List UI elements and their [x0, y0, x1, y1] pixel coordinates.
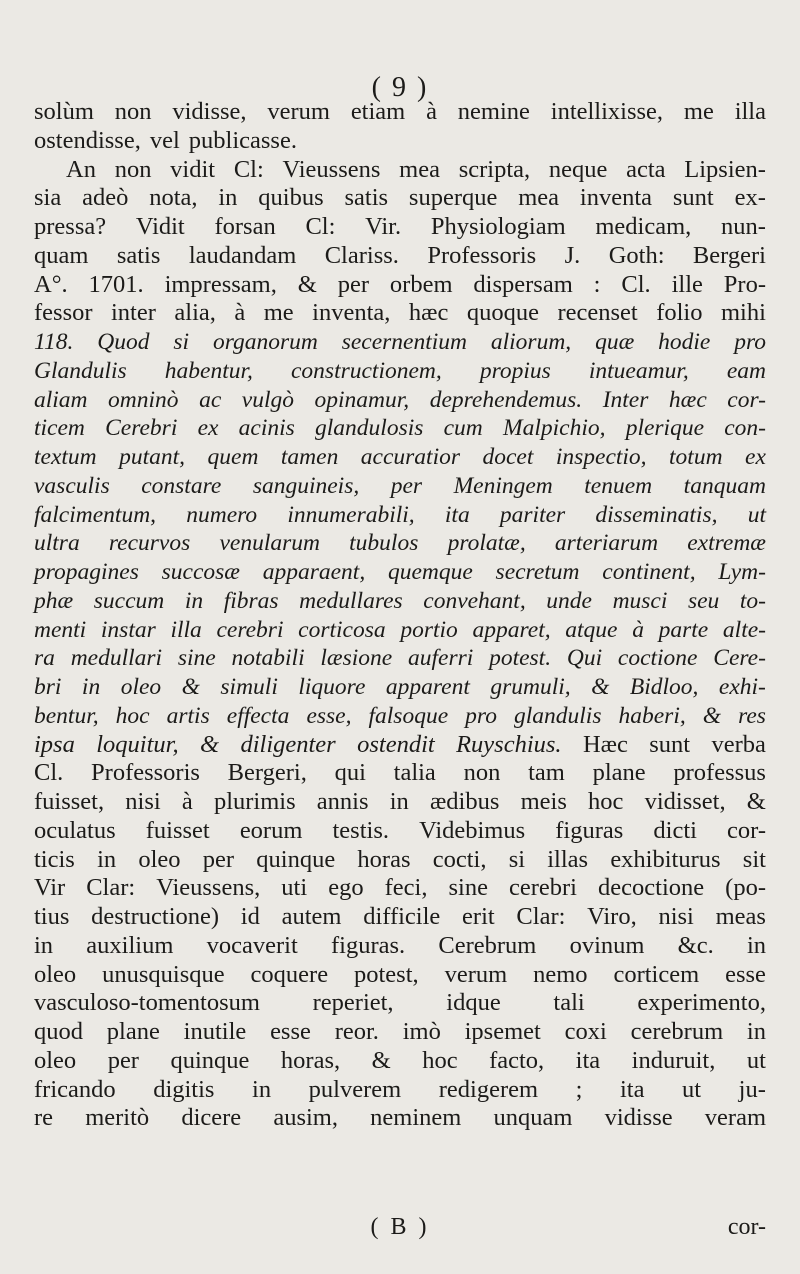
- text-line: ostendisse, vel publicasse.: [34, 126, 297, 154]
- text-line: fricando digitis in pulverem redigerem ; ita ut ju-: [34, 1075, 766, 1103]
- text-line: Glandulis habentur, constructionem, propius intueamur, eam: [34, 357, 766, 384]
- text-line: sia adeò nota, in quibus satis superque mea inventa sunt ex-: [34, 184, 766, 212]
- text-line: A°. 1701. impressam, & per orbem dispersam : Cl. ille Pro-: [34, 270, 766, 298]
- text-line: aliam omninò ac vulgò opinamur, deprehendemus. Inter hæc cor-: [34, 386, 766, 413]
- text-line: oleo unusquisque coquere potest, verum nemo corticem esse: [34, 960, 766, 988]
- text-line: pressa? Vidit forsan Cl: Vir. Physiologiam medicam, nun-: [34, 213, 766, 240]
- text-line: textum putant, quem tamen accuratior docet inspectio, totum ex: [34, 444, 766, 470]
- text-line: ultra recurvos venularum tubulos prolatæ, arteriarum extremæ: [34, 530, 766, 557]
- text-line: ipsa loquitur, & diligenter ostendit Ruyschius. Hæc sunt verba: [34, 730, 766, 758]
- text-line: fessor inter alia, à me inventa, hæc quoque recenset folio mihi: [34, 299, 766, 327]
- text-line: An non vidit Cl: Vieussens mea scripta, neque acta Lipsien-: [66, 155, 766, 183]
- text-line: 118. Quod si organorum secernentium aliorum, quæ hodie pro: [34, 329, 766, 355]
- text-line: Vir Clar: Vieussens, uti ego feci, sine cerebri decoctione (po-: [34, 874, 766, 902]
- body-text: [34, 98, 766, 1133]
- text-line: ticis in oleo per quinque horas cocti, si illas exhibiturus sit: [34, 845, 766, 873]
- text-line: ticem Cerebri ex acinis glandulosis cum Malpichio, plerique con-: [34, 415, 766, 442]
- text-line: ra medullari sine notabili læsione auferri potest. Qui coctione Cere-: [34, 645, 766, 672]
- text-line: vasculis constare sanguineis, per Meningem tenuem tanquam: [34, 472, 766, 499]
- text-line: propagines succosæ apparaent, quemque secretum continent, Lym-: [34, 559, 766, 585]
- text-line: oculatus fuisset eorum testis. Videbimus figuras dicti cor-: [34, 816, 766, 844]
- text-line: in auxilium vocaverit figuras. Cerebrum ovinum &c. in: [34, 931, 766, 959]
- text-line: tius destructione) id autem difficile erit Clar: Viro, nisi meas: [34, 903, 766, 930]
- text-line: vasculoso-tomentosum reperiet, idque tali experimento,: [34, 989, 766, 1017]
- page-number: ( 9 ): [371, 72, 429, 103]
- text-line: falcimentum, numero innumerabili, ita pariter disseminatis, ut: [34, 501, 766, 528]
- text-line: oleo per quinque horas, & hoc facto, ita induruit, ut: [34, 1046, 766, 1074]
- catchword: cor-: [727, 1214, 766, 1240]
- text-line: menti instar illa cerebri corticosa portio apparet, atque à parte alte-: [34, 616, 766, 643]
- text-line: bentur, hoc artis effecta esse, falsoque pro glandulis haberi, & res: [34, 702, 766, 729]
- text-line: re meritò dicere ausim, neminem unquam vidisse veram: [34, 1104, 766, 1132]
- text-line: quod plane inutile esse reor. imò ipsemet coxi cerebrum in: [34, 1018, 766, 1045]
- text-line: Cl. Professoris Bergeri, qui talia non tam plane professus: [34, 759, 766, 787]
- signature-mark: ( B ): [370, 1214, 430, 1240]
- text-line: quam satis laudandam Clariss. Professoris J. Goth: Bergeri: [34, 241, 766, 269]
- text-line: phæ succum in fibras medullares convehant, unde musci seu to-: [34, 587, 766, 614]
- text-line: bri in oleo & simuli liquore apparent grumuli, & Bidloo, exhi-: [34, 674, 766, 700]
- text-line: fuisset, nisi à plurimis annis in ædibus meis hoc vidisset, &: [34, 788, 766, 815]
- text-line: solùm non vidisse, verum etiam à nemine intellixisse, me illa: [34, 98, 766, 125]
